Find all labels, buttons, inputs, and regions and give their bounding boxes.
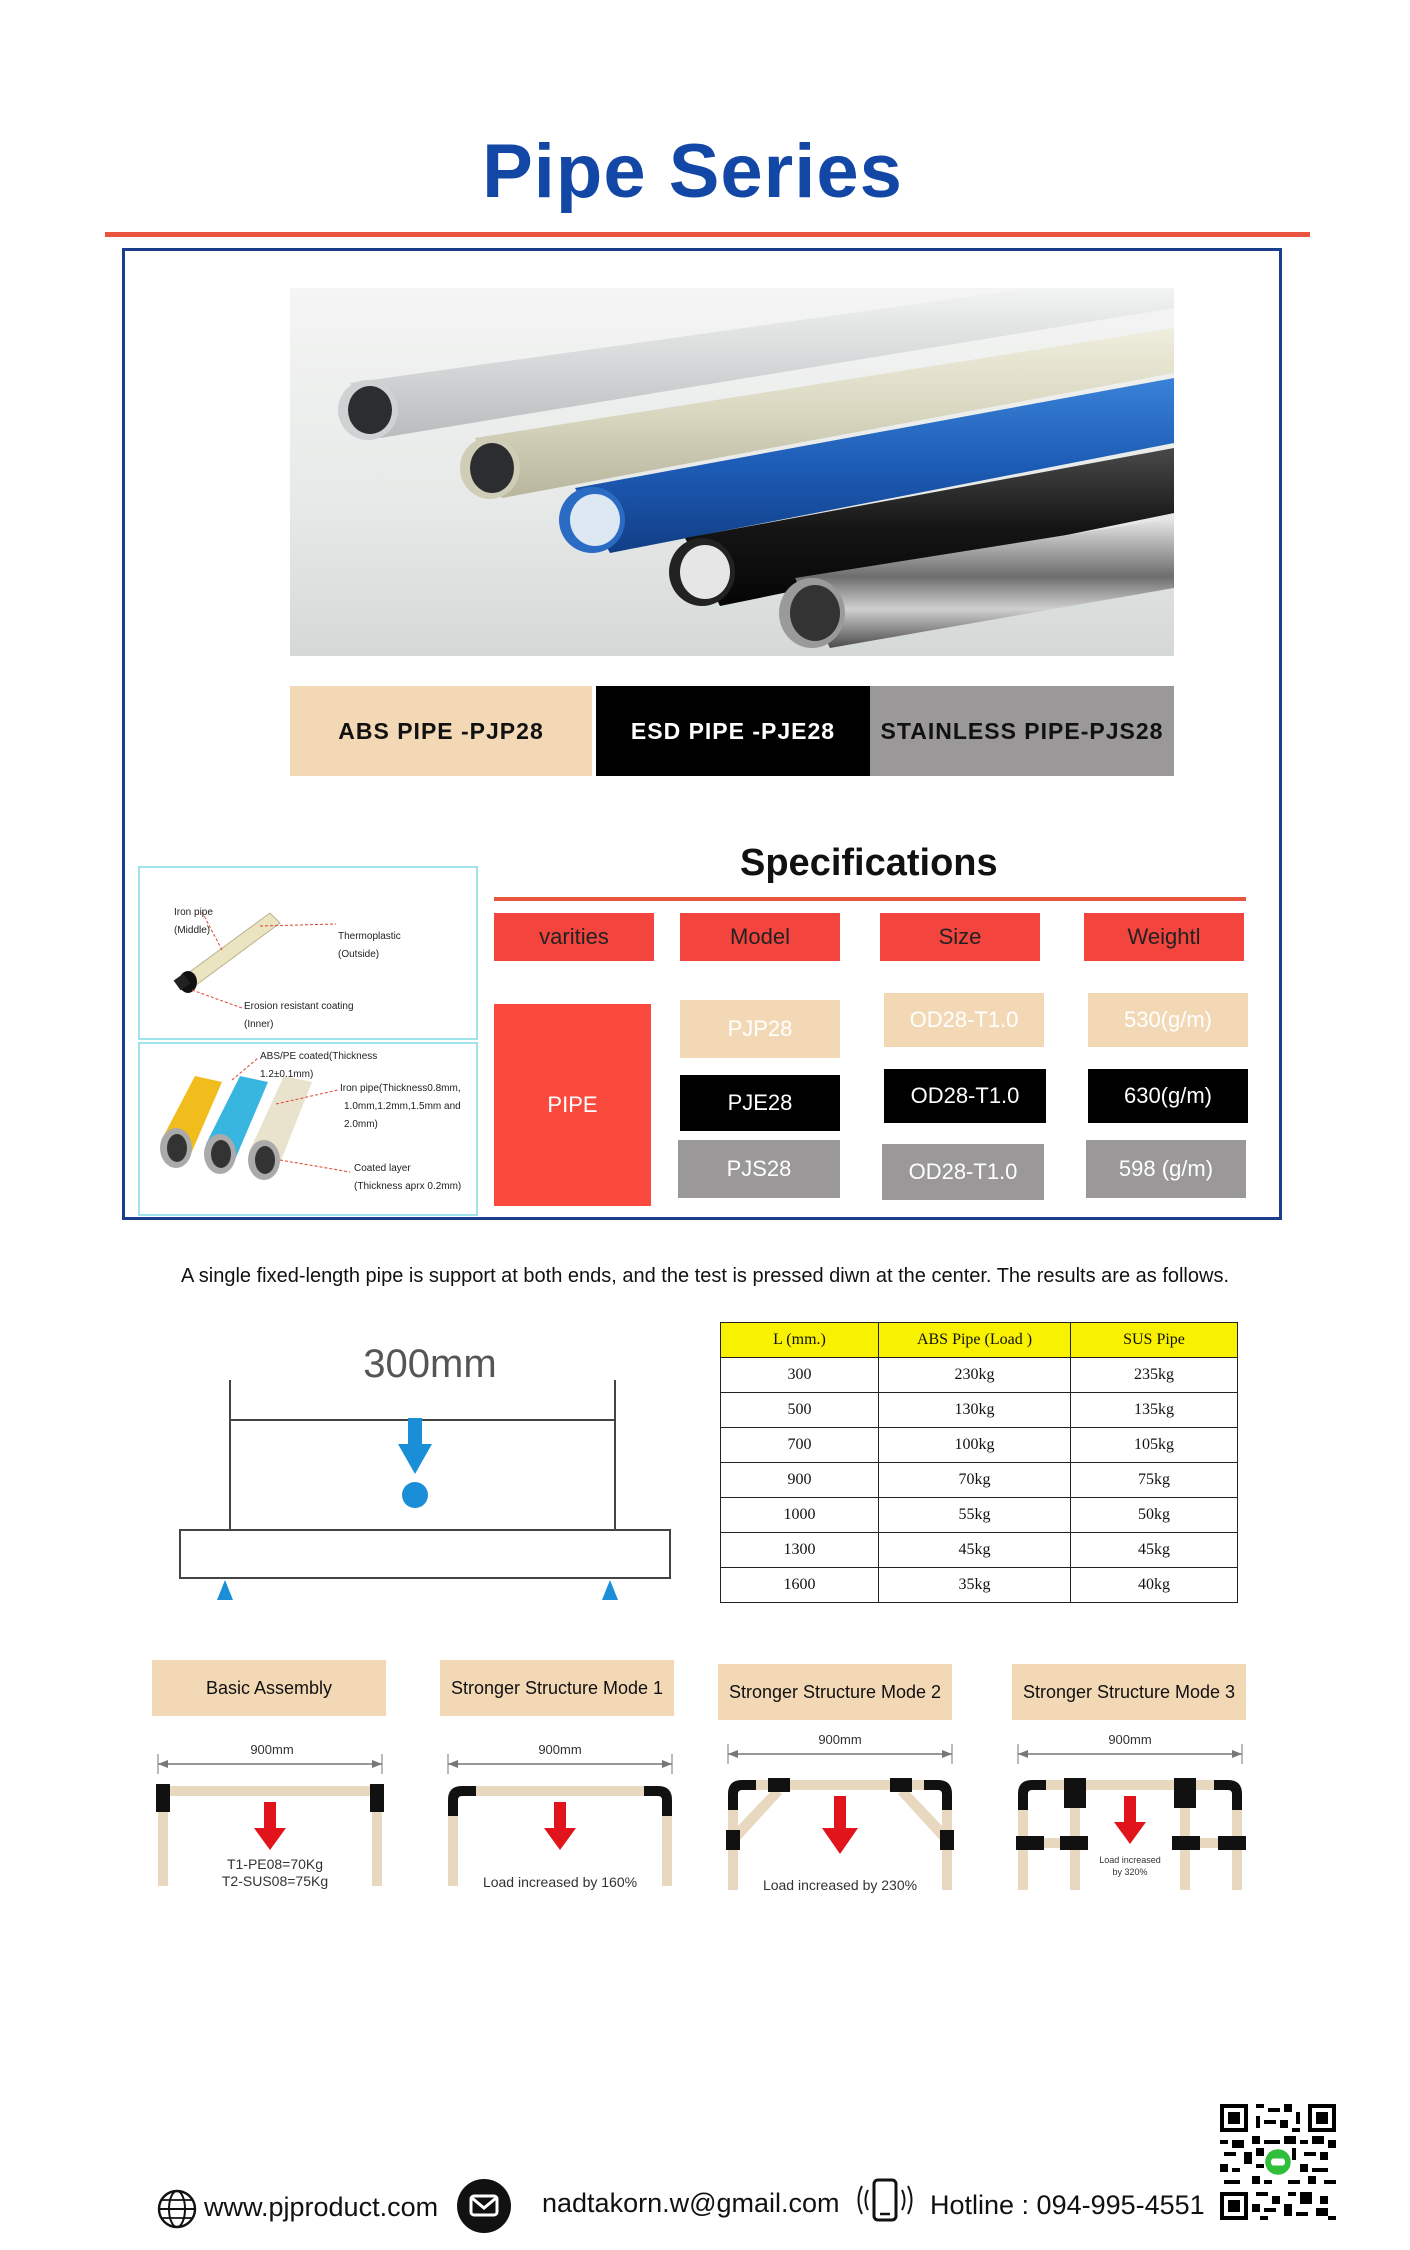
- size-pjs28: OD28-T1.0: [882, 1144, 1044, 1200]
- load-table: [720, 1322, 1238, 1603]
- weight-pje28: 630(g/m): [1088, 1069, 1248, 1123]
- label-stainless-pipe: STAINLESS PIPE-PJS28: [870, 686, 1174, 776]
- header-varities: varities: [494, 913, 654, 961]
- mode-basic-assembly: Basic Assembly: [152, 1660, 386, 1716]
- load-table-header: [721, 1323, 1238, 1358]
- inner-label: (Inner): [244, 1019, 274, 1030]
- label-esd-pipe: ESD PIPE -PJE28: [596, 686, 870, 776]
- test-description: A single fixed-length pipe is support at both ends, and the test is pressed diwn at the center. The results are as follows.: [180, 1265, 1230, 1287]
- pipe-structure-diagram: [138, 866, 478, 1040]
- beam-length-label: 300mm: [363, 1342, 497, 1386]
- length-cell: 1600: [721, 1568, 879, 1603]
- mode-basic-note-1: T1-PE08=70Kg: [226, 1856, 324, 1872]
- size-pjp28: OD28-T1.0: [884, 993, 1044, 1047]
- table-row: [721, 1533, 1238, 1568]
- header-size: Size: [880, 913, 1040, 961]
- footer-hotline: Hotline : 094-995-4551: [930, 2190, 1205, 2220]
- specifications-title: Specifications: [740, 842, 998, 884]
- iron-pipe-label: Iron pipe: [174, 907, 213, 918]
- load-header-abs: ABS Pipe (Load ): [879, 1323, 1071, 1358]
- sus-load-cell: 105kg: [1071, 1428, 1238, 1463]
- coated-layer-label: Coated layer: [354, 1163, 411, 1174]
- mode-basic-dimension: 900mm: [250, 1742, 294, 1757]
- length-cell: 900: [721, 1463, 879, 1498]
- thermoplastic-label: Thermoplastic: [338, 931, 401, 942]
- model-pjs28: PJS28: [678, 1140, 840, 1198]
- label-abs-pipe: ABS PIPE -PJP28: [290, 686, 592, 776]
- pipes-photo: [290, 288, 1174, 656]
- table-row: [721, 1463, 1238, 1498]
- mode-stronger-2: Stronger Structure Mode 2: [718, 1664, 952, 1720]
- weight-pjs28: 598 (g/m): [1086, 1140, 1246, 1198]
- middle-label: (Middle): [174, 925, 211, 936]
- model-pjp28: PJP28: [680, 1000, 840, 1058]
- footer-website-link[interactable]: www.pjproduct.com: [204, 2192, 439, 2222]
- table-row: [721, 1428, 1238, 1463]
- iron-pipe-sizes-label: 1.0mm,1.2mm,1.5mm and: [344, 1101, 461, 1112]
- sus-load-cell: 40kg: [1071, 1568, 1238, 1603]
- length-cell: 500: [721, 1393, 879, 1428]
- abs-load-cell: 100kg: [879, 1428, 1071, 1463]
- length-cell: 700: [721, 1428, 879, 1463]
- footer-email-link[interactable]: nadtakorn.w@gmail.com: [542, 2188, 840, 2218]
- pipes-image: [290, 288, 1174, 656]
- mode-3-dimension: 900mm: [1108, 1732, 1152, 1747]
- mail-icon: [456, 2178, 512, 2234]
- abs-load-cell: 55kg: [879, 1498, 1071, 1533]
- size-pje28: OD28-T1.0: [884, 1069, 1046, 1123]
- table-row: [721, 1568, 1238, 1603]
- table-row: [721, 1358, 1238, 1393]
- load-header-length: L (mm.): [721, 1323, 879, 1358]
- sus-load-cell: 135kg: [1071, 1393, 1238, 1428]
- abs-load-cell: 45kg: [879, 1533, 1071, 1568]
- mode-stronger-1: Stronger Structure Mode 1: [440, 1660, 674, 1716]
- specifications-underline: [494, 897, 1246, 901]
- model-pje28: PJE28: [680, 1075, 840, 1131]
- mode-2-note: Load increased by 230%: [762, 1877, 918, 1893]
- pipe-layers-diagram: [138, 1042, 478, 1216]
- erosion-label: Erosion resistant coating: [244, 1001, 354, 1012]
- phone-icon: [856, 2176, 914, 2228]
- table-row: [721, 1498, 1238, 1533]
- weight-pjp28: 530(g/m): [1088, 993, 1248, 1047]
- table-row: [721, 1393, 1238, 1428]
- variety-pipe-cell: PIPE: [494, 1004, 651, 1206]
- abs-load-cell: 70kg: [879, 1463, 1071, 1498]
- iron-pipe-thickness-label: Iron pipe(Thickness0.8mm,: [340, 1083, 461, 1094]
- length-cell: 1000: [721, 1498, 879, 1533]
- qr-code-icon[interactable]: [1220, 2104, 1336, 2220]
- mode-stronger-3: Stronger Structure Mode 3: [1012, 1664, 1246, 1720]
- abs-pe-coated-label: ABS/PE coated(Thickness: [260, 1051, 378, 1062]
- header-weight: Weightl: [1084, 913, 1244, 961]
- coated-layer-thickness-label: (Thickness aprx 0.2mm): [354, 1181, 462, 1192]
- mode-3-note-1: Load increased: [1099, 1855, 1161, 1865]
- abs-load-cell: 230kg: [879, 1358, 1071, 1393]
- sus-load-cell: 75kg: [1071, 1463, 1238, 1498]
- abs-load-cell: 35kg: [879, 1568, 1071, 1603]
- mode-1-dimension: 900mm: [538, 1742, 582, 1757]
- sus-load-cell: 45kg: [1071, 1533, 1238, 1568]
- title-underline: [105, 232, 1310, 237]
- sus-load-cell: 235kg: [1071, 1358, 1238, 1393]
- header-model: Model: [680, 913, 840, 961]
- length-cell: 300: [721, 1358, 879, 1393]
- mode-3-note-2: by 320%: [1112, 1867, 1148, 1877]
- globe-icon: [156, 2188, 198, 2230]
- mode-1-note: Load increased by 160%: [482, 1874, 638, 1890]
- sus-load-cell: 50kg: [1071, 1498, 1238, 1533]
- mode-2-dimension: 900mm: [818, 1732, 862, 1747]
- abs-pe-thickness-label: 1.2±0.1mm): [260, 1069, 314, 1080]
- outside-label: (Outside): [338, 949, 380, 960]
- mode-basic-note-2: T2-SUS08=75Kg: [221, 1873, 329, 1889]
- page-title: Pipe Series: [482, 129, 903, 214]
- length-cell: 1300: [721, 1533, 879, 1568]
- iron-pipe-size-end-label: 2.0mm): [344, 1119, 378, 1130]
- load-header-sus: SUS Pipe: [1071, 1323, 1238, 1358]
- abs-load-cell: 130kg: [879, 1393, 1071, 1428]
